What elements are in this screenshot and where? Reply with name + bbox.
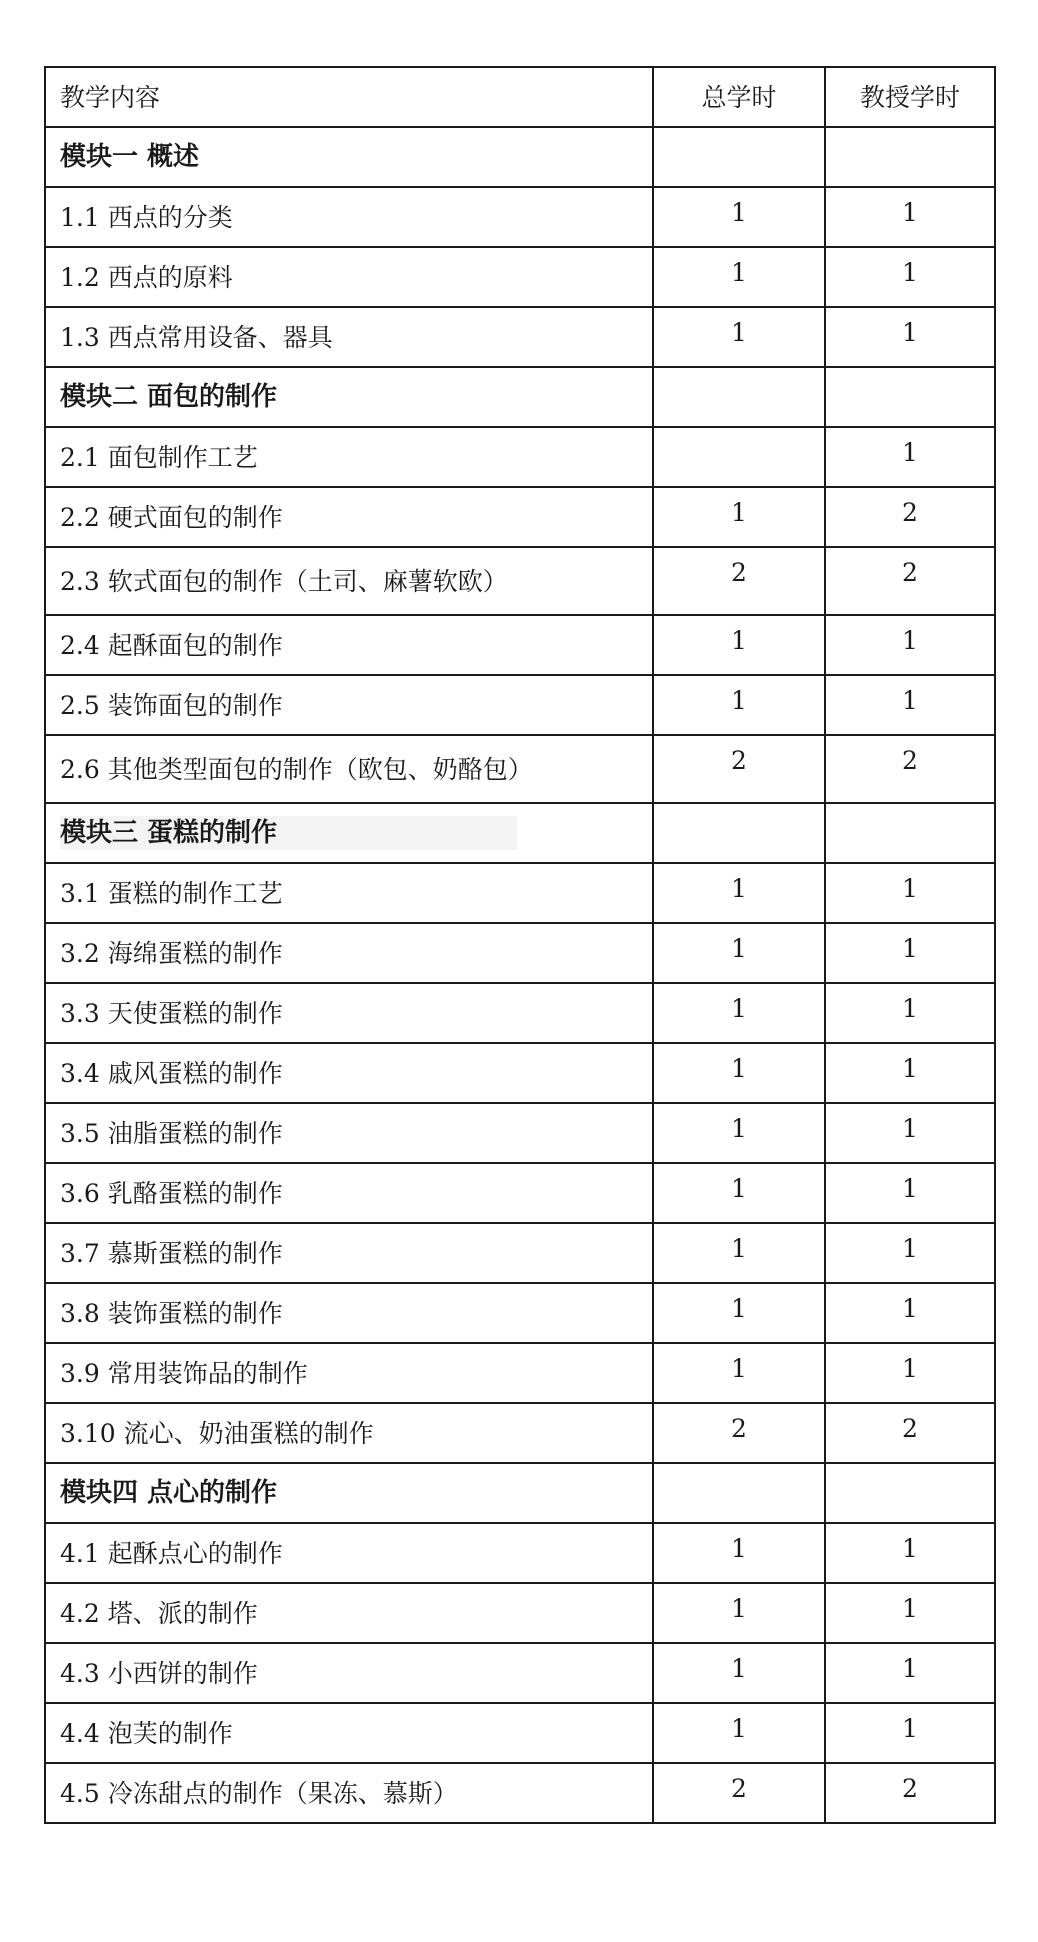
total-hours-cell: 1 [653,1043,825,1103]
teaching-hours-cell: 2 [825,1403,995,1463]
teaching-hours-cell: 1 [825,1043,995,1103]
module-title [45,803,653,863]
teaching-hours-cell: 1 [825,1643,995,1703]
teaching-hours-cell: 1 [825,1703,995,1763]
lesson-title: 1.2 西点的原料 [45,247,653,307]
table-header-row [45,67,995,127]
module-row [45,1463,995,1523]
total-hours-cell: 1 [653,1343,825,1403]
teaching-hours-cell: 1 [825,247,995,307]
lesson-title: 1.1 西点的分类 [45,187,653,247]
table-row [45,1223,995,1283]
table-row [45,1343,995,1403]
lesson-title: 4.1 起酥点心的制作 [45,1523,653,1583]
teaching-hours-cell: 1 [825,983,995,1043]
teaching-hours-cell: 1 [825,1163,995,1223]
total-hours-cell: 1 [653,863,825,923]
teaching-hours-cell: 1 [825,675,995,735]
table-row [45,735,995,803]
module-title-text: 模块三 蛋糕的制作 [60,816,517,850]
module-row [45,803,995,863]
total-hours-cell: 1 [653,983,825,1043]
total-hours-cell: 1 [653,1583,825,1643]
lesson-title: 2.4 起酥面包的制作 [45,615,653,675]
total-hours-cell [653,1463,825,1523]
teaching-hours-cell: 1 [825,615,995,675]
lesson-title: 3.7 慕斯蛋糕的制作 [45,1223,653,1283]
table-row [45,1703,995,1763]
teaching-hours-cell [825,1463,995,1523]
course-hours-table [44,66,996,1824]
table-row [45,547,995,615]
teaching-hours-cell: 1 [825,1583,995,1643]
total-hours-cell [653,803,825,863]
table-row [45,1523,995,1583]
lesson-title: 3.8 装饰蛋糕的制作 [45,1283,653,1343]
total-hours-cell: 1 [653,1103,825,1163]
teaching-hours-cell [825,803,995,863]
teaching-hours-cell: 2 [825,487,995,547]
module-title: 模块一 概述 [45,127,653,187]
teaching-hours-cell: 1 [825,1283,995,1343]
table-row [45,1103,995,1163]
total-hours-cell: 1 [653,1163,825,1223]
lesson-title: 1.3 西点常用设备、器具 [45,307,653,367]
total-hours-cell: 2 [653,1403,825,1463]
table-row [45,1283,995,1343]
lesson-title: 2.5 装饰面包的制作 [45,675,653,735]
table-row [45,427,995,487]
total-hours-cell: 2 [653,735,825,803]
total-hours-cell [653,427,825,487]
total-hours-cell: 1 [653,1703,825,1763]
total-hours-cell: 1 [653,187,825,247]
lesson-title: 3.9 常用装饰品的制作 [45,1343,653,1403]
teaching-hours-cell [825,127,995,187]
total-hours-cell: 1 [653,1223,825,1283]
table-row [45,1643,995,1703]
module-title: 模块二 面包的制作 [45,367,653,427]
table-row [45,923,995,983]
total-hours-cell: 2 [653,547,825,615]
table-row [45,1763,995,1823]
teaching-hours-cell: 2 [825,547,995,615]
table-row [45,863,995,923]
teaching-hours-cell: 1 [825,1103,995,1163]
table-row [45,1163,995,1223]
module-title: 模块四 点心的制作 [45,1463,653,1523]
lesson-title: 2.2 硬式面包的制作 [45,487,653,547]
module-row [45,127,995,187]
table-row [45,1403,995,1463]
module-row [45,367,995,427]
teaching-hours-cell [825,367,995,427]
teaching-hours-cell: 2 [825,1763,995,1823]
lesson-title: 3.3 天使蛋糕的制作 [45,983,653,1043]
lesson-title: 4.3 小西饼的制作 [45,1643,653,1703]
table-row [45,615,995,675]
lesson-title: 4.4 泡芙的制作 [45,1703,653,1763]
lesson-title: 2.3 软式面包的制作（土司、麻薯软欧） [45,547,653,615]
total-hours-cell: 1 [653,675,825,735]
teaching-hours-cell: 2 [825,735,995,803]
lesson-title: 3.4 戚风蛋糕的制作 [45,1043,653,1103]
total-hours-cell: 1 [653,307,825,367]
teaching-hours-cell: 1 [825,187,995,247]
table-row [45,675,995,735]
total-hours-cell: 1 [653,1523,825,1583]
teaching-hours-cell: 1 [825,1343,995,1403]
lesson-title: 4.5 冷冻甜点的制作（果冻、慕斯） [45,1763,653,1823]
total-hours-cell: 1 [653,247,825,307]
lesson-title: 3.10 流心、奶油蛋糕的制作 [45,1403,653,1463]
table-row [45,187,995,247]
teaching-hours-cell: 1 [825,923,995,983]
lesson-title: 3.6 乳酪蛋糕的制作 [45,1163,653,1223]
lesson-title: 4.2 塔、派的制作 [45,1583,653,1643]
header-teaching-hours: 教授学时 [825,67,995,127]
total-hours-cell: 1 [653,1643,825,1703]
total-hours-cell: 1 [653,923,825,983]
teaching-hours-cell: 1 [825,1523,995,1583]
lesson-title: 2.6 其他类型面包的制作（欧包、奶酪包） [45,735,653,803]
lesson-title: 3.1 蛋糕的制作工艺 [45,863,653,923]
total-hours-cell [653,367,825,427]
teaching-hours-cell: 1 [825,863,995,923]
table-row [45,983,995,1043]
total-hours-cell: 2 [653,1763,825,1823]
teaching-hours-cell: 1 [825,427,995,487]
total-hours-cell: 1 [653,615,825,675]
table-row [45,247,995,307]
lesson-title: 2.1 面包制作工艺 [45,427,653,487]
table-row [45,487,995,547]
total-hours-cell: 1 [653,1283,825,1343]
total-hours-cell [653,127,825,187]
lesson-title: 3.2 海绵蛋糕的制作 [45,923,653,983]
total-hours-cell: 1 [653,487,825,547]
table-row [45,1043,995,1103]
header-total-hours: 总学时 [653,67,825,127]
lesson-title: 3.5 油脂蛋糕的制作 [45,1103,653,1163]
table-row [45,1583,995,1643]
header-content: 教学内容 [45,67,653,127]
teaching-hours-cell: 1 [825,307,995,367]
table-row [45,307,995,367]
teaching-hours-cell: 1 [825,1223,995,1283]
